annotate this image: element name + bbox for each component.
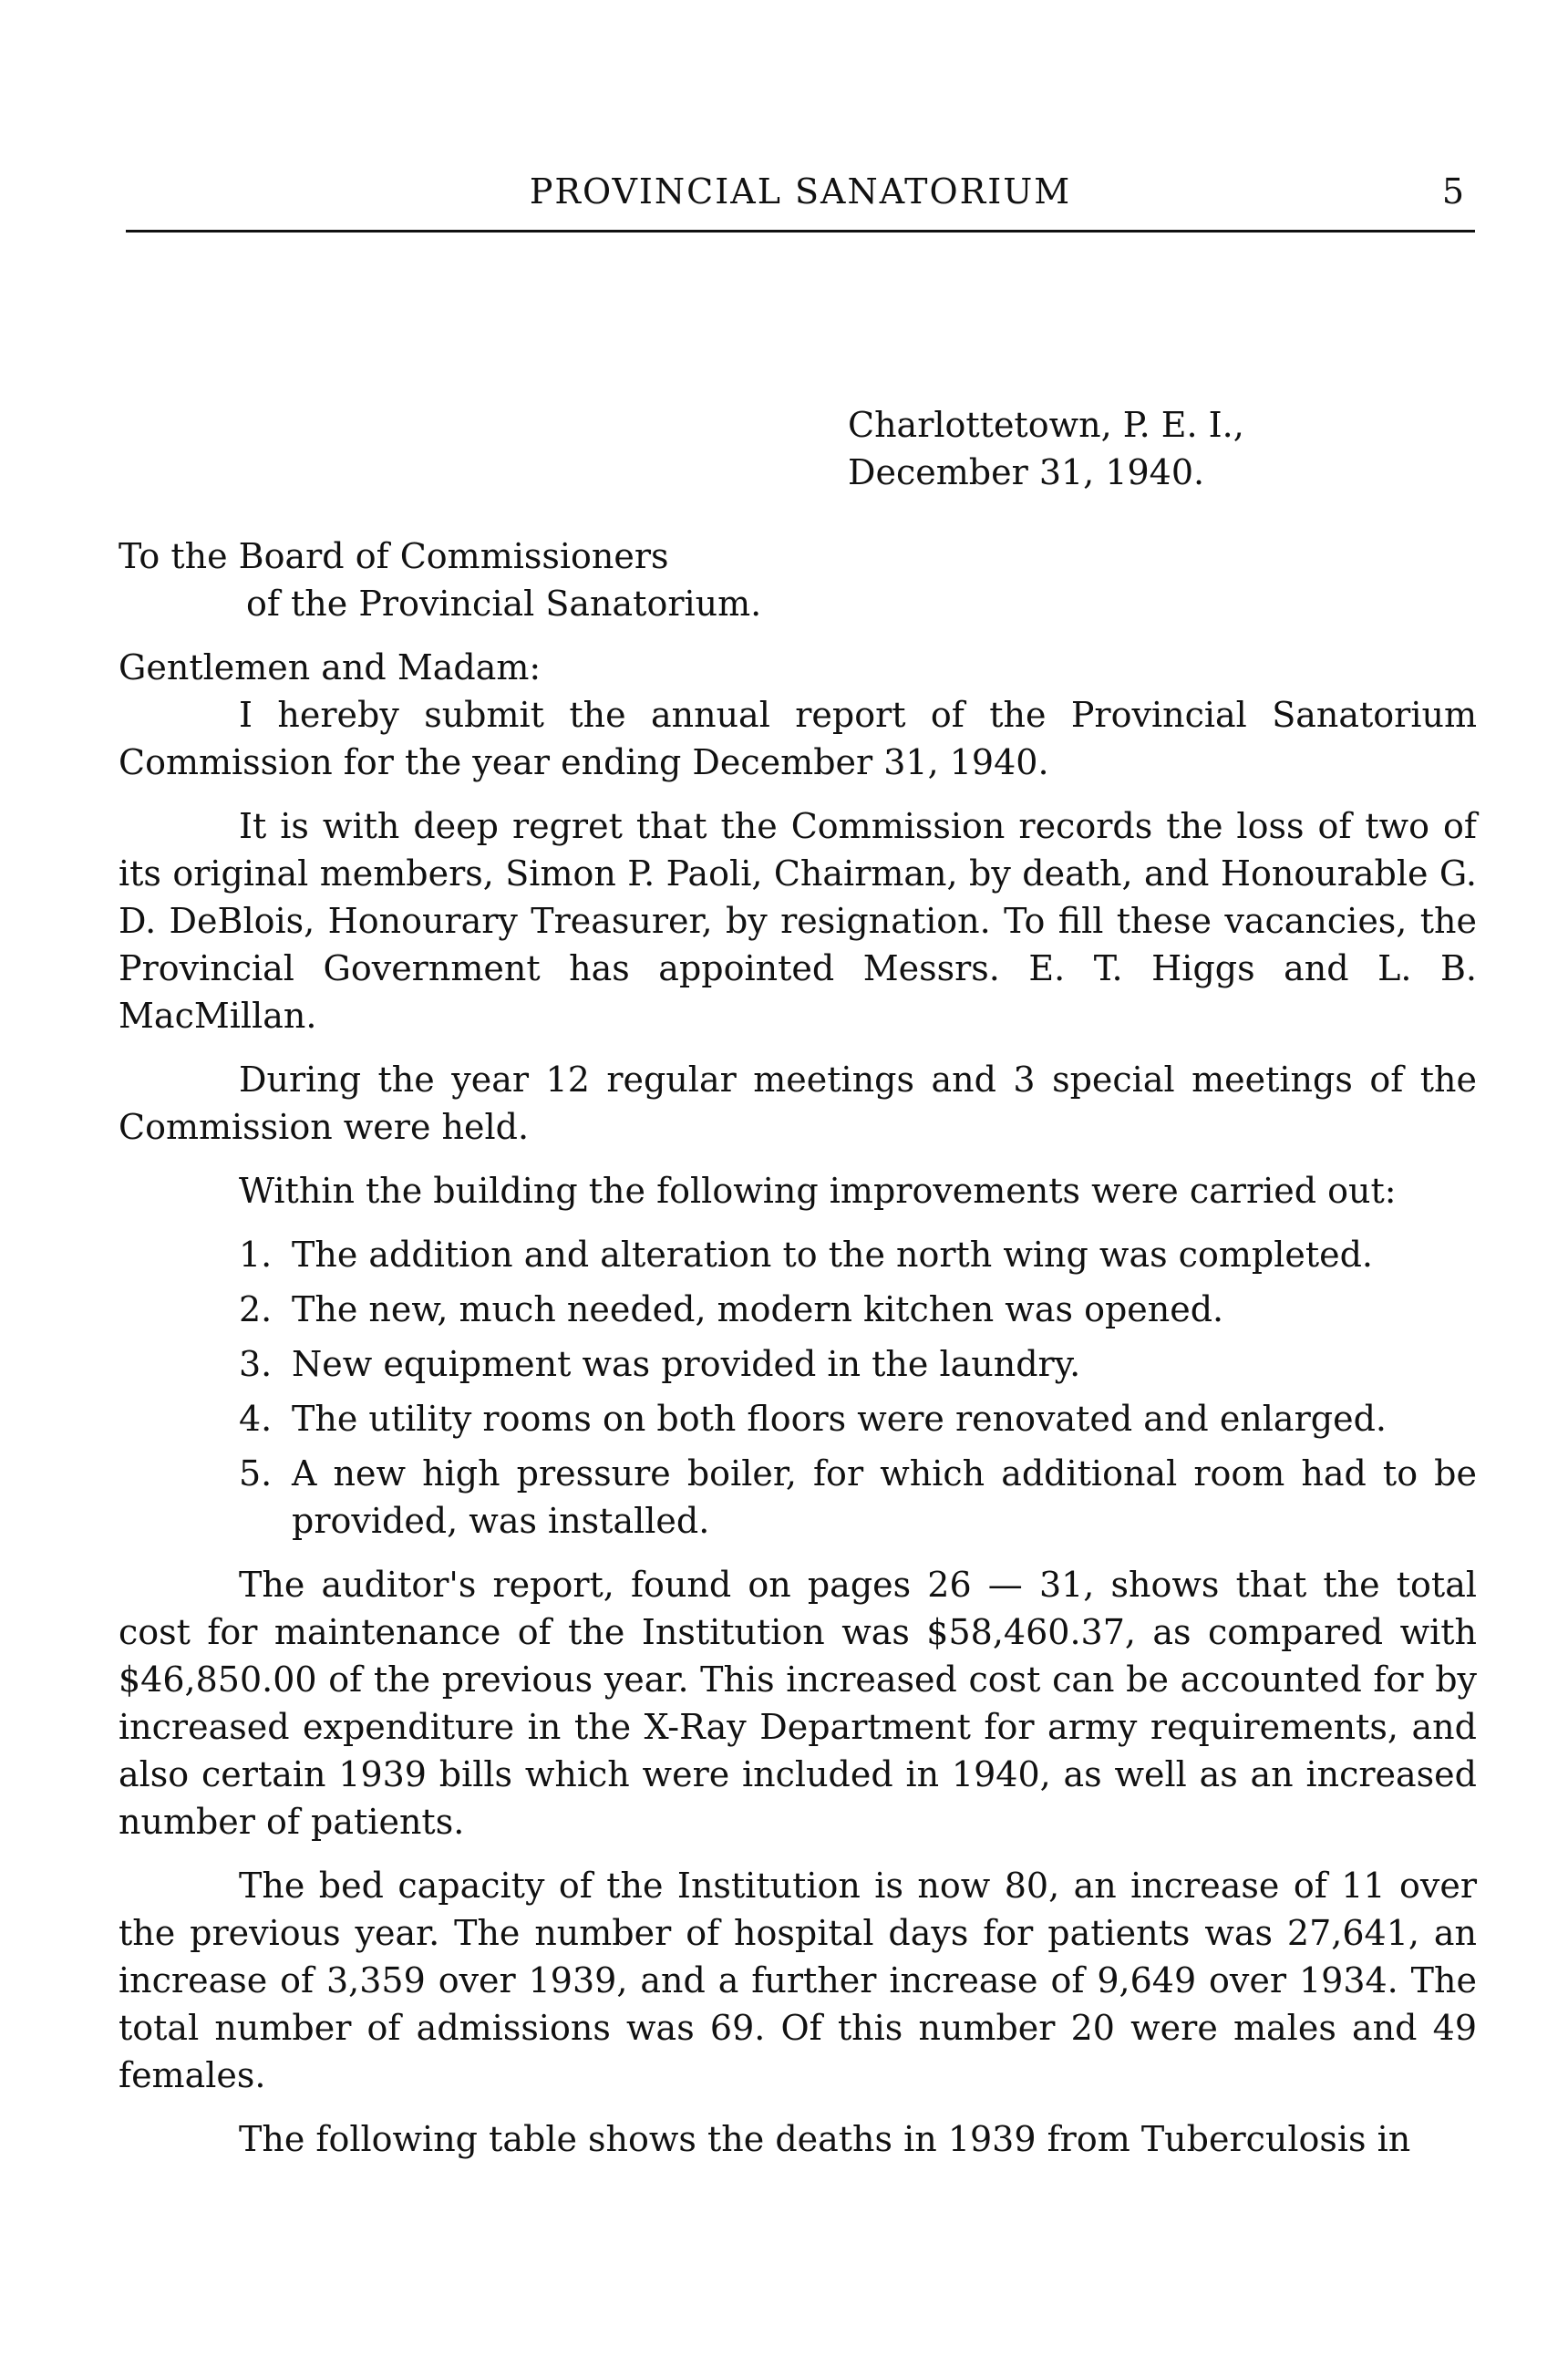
- list-item-number: 5.: [239, 1453, 273, 1494]
- paragraph: It is with deep regret that the Commission records the loss of two of its original members, Simon P. Paoli, Chairman, by death, and Honourable G. D. DeBlois, Honourary Treasurer, by resignation. To fill these vacancies, the Provincial Government has appointed Messrs. E. T. Higgs and L. B. MacMillan.: [119, 806, 1477, 1036]
- addressee: [119, 532, 1477, 627]
- addressee-line-1: To the Board of Commissioners: [119, 536, 669, 576]
- list-item: [239, 1450, 1477, 1545]
- list-item-text: The addition and alteration to the north wing was completed.: [292, 1235, 1373, 1275]
- paragraph: The following table shows the deaths in 1939 from Tuberculosis in: [239, 2119, 1411, 2159]
- running-header: [126, 171, 1475, 222]
- header-rule: [126, 230, 1475, 233]
- salutation: Gentlemen and Madam:: [119, 647, 542, 687]
- dateline-place: Charlottetown, P. E. I.,: [848, 405, 1244, 445]
- list-item: [239, 1395, 1477, 1442]
- paragraph: During the year 12 regular meetings and 3 special meetings of the Commission were held.: [119, 1060, 1477, 1147]
- dateline: [848, 401, 1477, 496]
- paragraph: The bed capacity of the Institution is now 80, an increase of 11 over the previous year. The number of hospital days for patients was 27,641, an increase of 3,359 over 1939, and a further increase of 9,649 over 1934. The total number of admissions was 69. Of this number 20 were males and 49 females.: [119, 1866, 1477, 2095]
- paragraph: I hereby submit the annual report of the Provincial Sanatorium Commission for the year ending December 31, 1940.: [119, 695, 1477, 782]
- list-item: [239, 1231, 1477, 1278]
- paragraph: Within the building the following improvements were carried out:: [239, 1171, 1397, 1211]
- page-number: 5: [1441, 171, 1464, 212]
- list-item-number: 2.: [239, 1289, 273, 1329]
- dateline-date: December 31, 1940.: [848, 452, 1205, 492]
- list-item-number: 1.: [239, 1235, 273, 1275]
- list-item-number: 4.: [239, 1399, 273, 1439]
- list-item-text: A new high pressure boiler, for which additional room had to be provided, was installed.: [292, 1453, 1477, 1541]
- improvements-list: [119, 1231, 1477, 1545]
- header-title: PROVINCIAL SANATORIUM: [529, 171, 1072, 212]
- list-item-text: New equipment was provided in the laundry.: [292, 1344, 1081, 1384]
- list-item-text: The utility rooms on both floors were renovated and enlarged.: [292, 1399, 1387, 1439]
- addressee-line-2: of the Provincial Sanatorium.: [246, 584, 762, 624]
- list-item: [239, 1286, 1477, 1333]
- paragraph: The auditor's report, found on pages 26 — 31, shows that the total cost for maintenance of the Institution was $58,460.37, as compared with $46,850.00 of the previous year. This increased cost can be accounted for by increased expenditure in the X-Ray Department for army requirements, and also certain 1939 bills which were included in 1940, as well as an increased number of patients.: [119, 1565, 1477, 1842]
- list-item-text: The new, much needed, modern kitchen was opened.: [292, 1289, 1224, 1329]
- letter-body: [119, 401, 1477, 2179]
- list-item-number: 3.: [239, 1344, 273, 1384]
- list-item: [239, 1340, 1477, 1388]
